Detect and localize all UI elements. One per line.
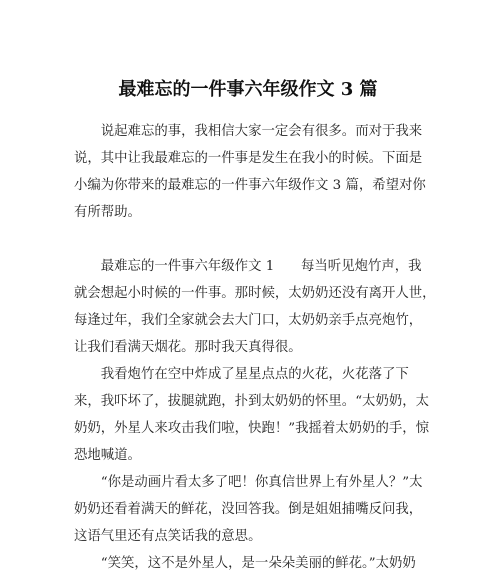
essay-1-line-6: 来，我吓坏了，拔腿就跑，扑到太奶奶的怀里。“太奶奶，太 xyxy=(74,394,429,409)
essay-1-line-9: “你是动画片看太多了吧！你真信世界上有外星人？”太 xyxy=(74,475,423,490)
essay-1-line-5: 我看炮竹在空中炸成了星星点点的火花，火花落了下 xyxy=(74,367,409,382)
essay-1-line-3: 每逢过年，我们全家就会去大门口，太奶奶亲手点亮炮竹， xyxy=(74,313,423,328)
intro-line-2: 说，其中让我最难忘的一件事是发生在我小的时候。下面是 xyxy=(74,151,423,166)
intro-line-4: 有所帮助。 xyxy=(74,205,141,220)
essay-1-line-11: 这语气里还有点笑话我的意思。 xyxy=(74,529,262,544)
intro-line-3: 小编为你带来的最难忘的一件事六年级作文 3 篇，希望对你 xyxy=(74,178,426,193)
essay-1-line-7: 奶奶，外星人来攻击我们啦，快跑！”我摇着太奶奶的手，惊 xyxy=(74,421,429,436)
essay-1-line-2: 就会想起小时候的一件事。那时候，太奶奶还没有离开人世， xyxy=(74,286,436,301)
essay-1-line-10: 奶奶还看着满天的鲜花，没回答我。倒是姐姐捕嘴反问我， xyxy=(74,502,423,517)
essay-1-line-1: 最难忘的一件事六年级作文 1 每当听见炮竹声，我 xyxy=(74,259,422,274)
intro-line-1: 说起难忘的事，我相信大家一定会有很多。而对于我来 xyxy=(74,124,423,139)
essay-1-line-8: 恐地喊道。 xyxy=(74,448,141,463)
essay-1-line-4: 让我们看满天烟花。那时我天真得很。 xyxy=(74,340,302,355)
document-title: 最难忘的一件事六年级作文 3 篇 xyxy=(118,79,378,100)
essay-1-line-12: “笑笑，这不是外星人，是一朵朵美丽的鲜花。”太奶奶 xyxy=(74,556,416,571)
